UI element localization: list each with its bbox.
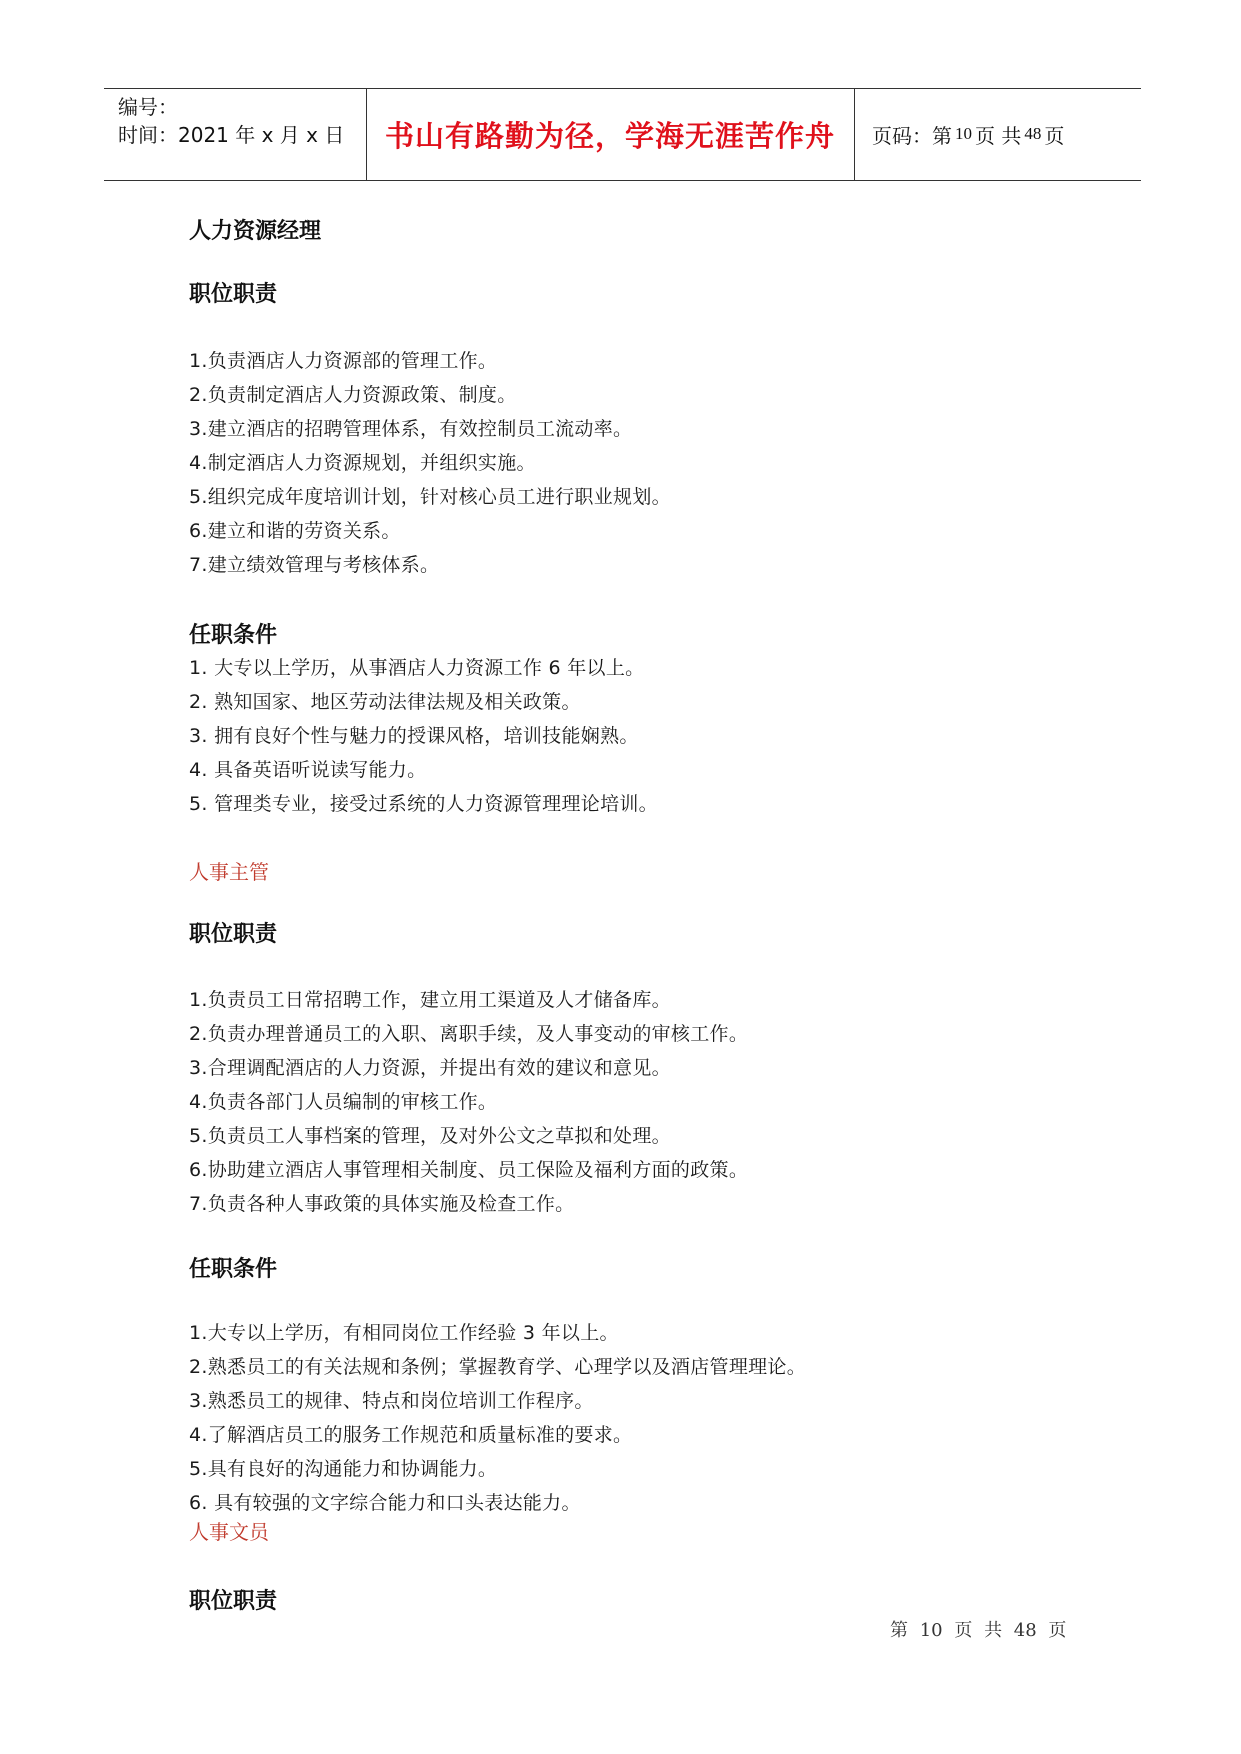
requirements-heading: 任职条件 (189, 1257, 278, 1282)
list-item: 6.建立和谐的劳资关系。 (189, 520, 401, 542)
list-item: 5.具有良好的沟通能力和协调能力。 (189, 1458, 498, 1480)
duties-heading: 职位职责 (189, 922, 278, 947)
page-suffix: 页 (1044, 123, 1065, 148)
header-motto: 书山有路勤为径，学海无涯苦作舟 (384, 118, 835, 153)
section-title: 人事文员 (189, 1520, 269, 1544)
list-item: 3. 拥有良好个性与魅力的授课风格，培训技能娴熟。 (189, 725, 639, 747)
list-item: 1. 大专以上学历，从事酒店人力资源工作 6 年以上。 (189, 657, 645, 679)
list-item: 6. 具有较强的文字综合能力和口头表达能力。 (189, 1492, 581, 1514)
time-label: 时间：2021 年 x 月 x 日 (118, 123, 345, 147)
list-item: 4.了解酒店员工的服务工作规范和质量标准的要求。 (189, 1424, 633, 1446)
list-item: 1.负责酒店人力资源部的管理工作。 (189, 350, 498, 372)
page-footer: 第 10 页 共 48 页 (890, 1620, 1067, 1641)
list-item: 5.负责员工人事档案的管理，及对外公文之草拟和处理。 (189, 1125, 671, 1147)
section-title: 人事主管 (189, 860, 269, 884)
header-page-info (872, 89, 1064, 179)
list-item: 7.建立绩效管理与考核体系。 (189, 554, 440, 576)
list-item: 3.合理调配酒店的人力资源，并提出有效的建议和意见。 (189, 1057, 671, 1079)
page-mid: 页 共 (975, 123, 1022, 148)
header-meta (118, 93, 344, 149)
list-item: 3.建立酒店的招聘管理体系，有效控制员工流动率。 (189, 418, 633, 440)
list-item: 2.负责办理普通员工的入职、离职手续，及人事变动的审核工作。 (189, 1023, 749, 1045)
page-total: 48 (1024, 124, 1042, 143)
duties-heading: 职位职责 (189, 282, 278, 307)
list-item: 5.组织完成年度培训计划，针对核心员工进行职业规划。 (189, 486, 671, 508)
requirements-heading: 任职条件 (189, 623, 278, 648)
list-item: 4.制定酒店人力资源规划，并组织实施。 (189, 452, 536, 474)
list-item: 1.负责员工日常招聘工作，建立用工渠道及人才储备库。 (189, 989, 671, 1011)
list-item: 2. 熟知国家、地区劳动法律法规及相关政策。 (189, 691, 581, 713)
list-item: 6.协助建立酒店人事管理相关制度、员工保险及福利方面的政策。 (189, 1159, 749, 1181)
section-title: 人力资源经理 (189, 219, 322, 244)
page-header (104, 88, 1141, 181)
page-prefix: 页码：第 (872, 123, 952, 148)
header-divider (854, 89, 855, 180)
list-item: 4.负责各部门人员编制的审核工作。 (189, 1091, 498, 1113)
serial-label: 编号： (118, 95, 178, 119)
list-item: 7.负责各种人事政策的具体实施及检查工作。 (189, 1193, 575, 1215)
list-item: 2.熟悉员工的有关法规和条例；掌握教育学、心理学以及酒店管理理论。 (189, 1356, 807, 1378)
list-item: 1.大专以上学历，有相同岗位工作经验 3 年以上。 (189, 1322, 619, 1344)
list-item: 4. 具备英语听说读写能力。 (189, 759, 427, 781)
list-item: 5. 管理类专业，接受过系统的人力资源管理理论培训。 (189, 793, 658, 815)
list-item: 2.负责制定酒店人力资源政策、制度。 (189, 384, 517, 406)
page-number: 10 (955, 124, 972, 143)
list-item: 3.熟悉员工的规律、特点和岗位培训工作程序。 (189, 1390, 594, 1412)
duties-heading: 职位职责 (189, 1589, 278, 1614)
